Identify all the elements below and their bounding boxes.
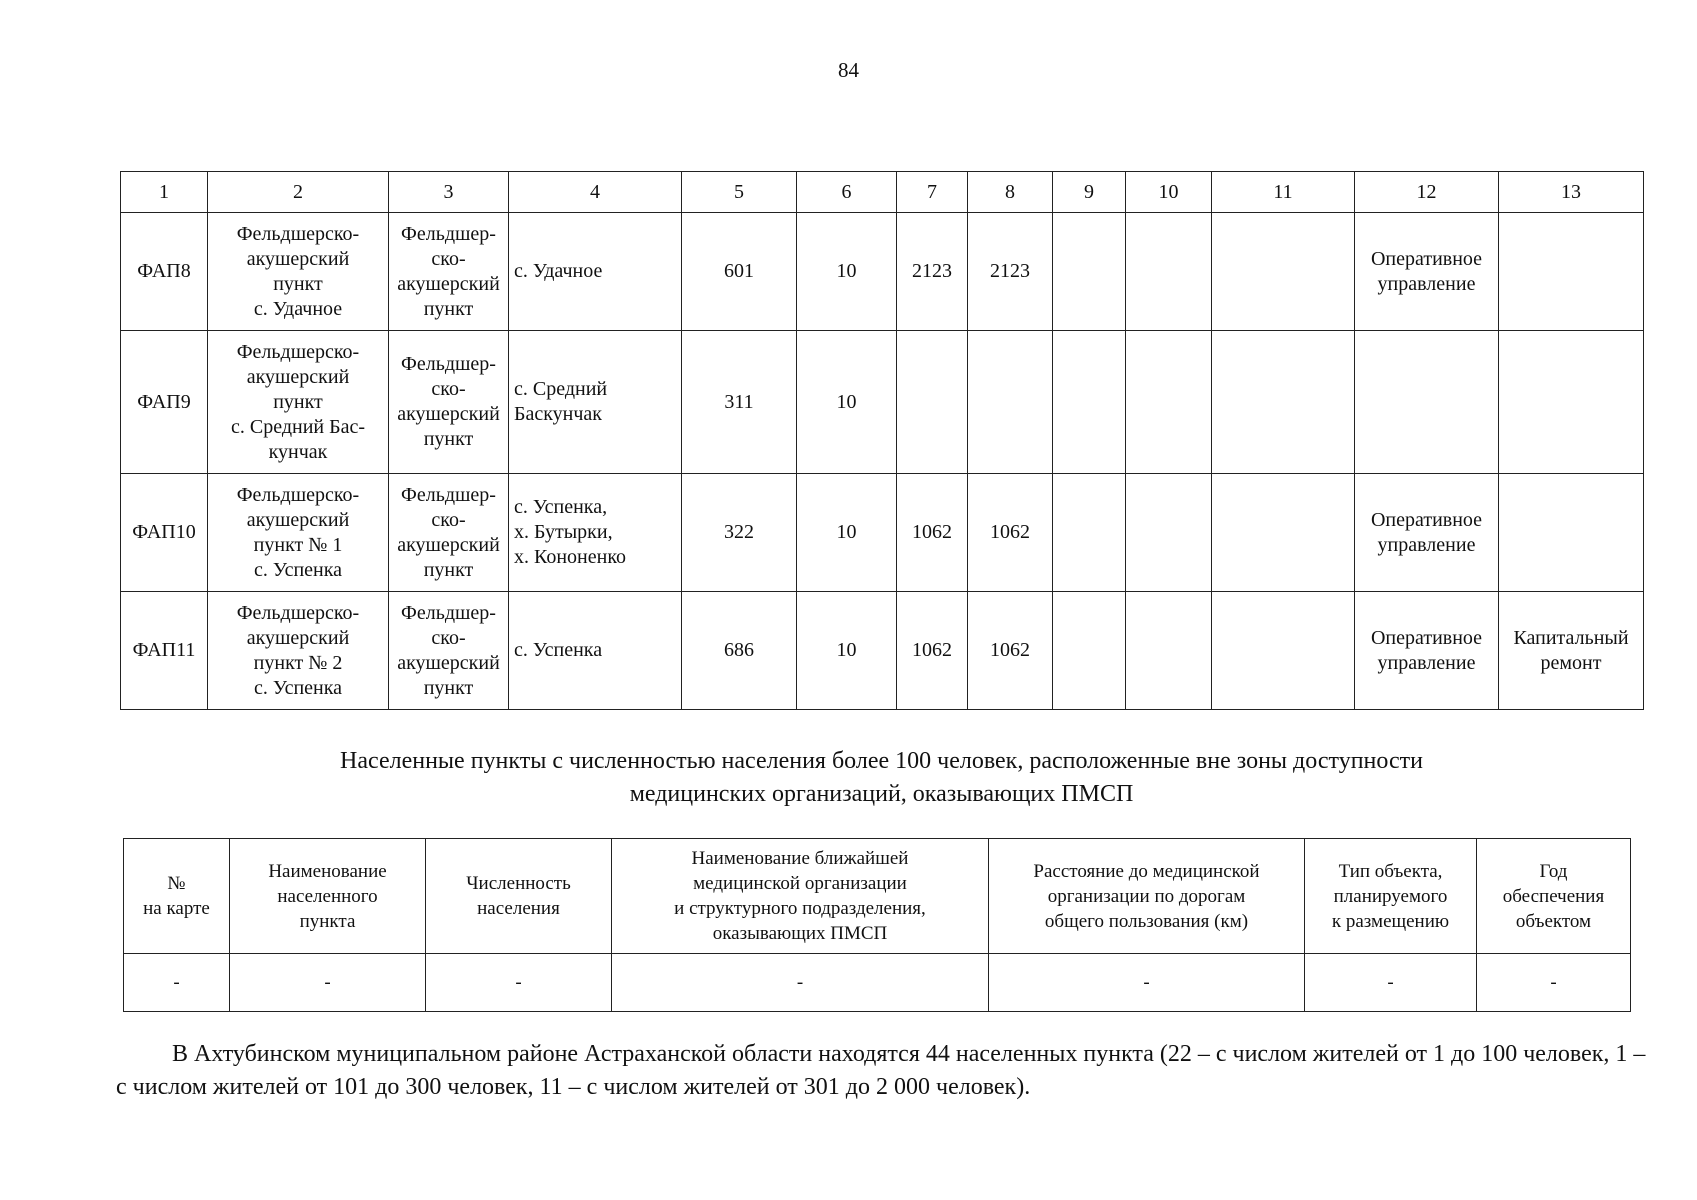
column-number: 12	[1355, 172, 1499, 213]
page-number: 84	[838, 58, 859, 82]
cell-value: 2123	[968, 213, 1053, 331]
table-cell: -	[124, 954, 230, 1012]
column-number: 1	[121, 172, 208, 213]
column-number: 5	[682, 172, 797, 213]
cell-value: 311	[682, 331, 797, 474]
table-row	[121, 331, 1644, 474]
column-number: 9	[1053, 172, 1126, 213]
settlements: с. Средний Баскунчак	[509, 331, 682, 474]
settlements: с. Удачное	[509, 213, 682, 331]
cell-value: 10	[797, 474, 897, 592]
summary-text: В Ахтубинском муниципальном районе Астраханской области находятся 44 населенных пункта (22 – с числом жителей от 1 до 100 человек, 1 – с числом жителей от 101 до 300 человек, 11 – с числом жителей от 301 до 2 000 человек).	[116, 1041, 1646, 1100]
cell-value	[1212, 331, 1355, 474]
column-number: 10	[1126, 172, 1212, 213]
column-number: 13	[1499, 172, 1644, 213]
cell-value: 686	[682, 592, 797, 710]
table-row	[121, 474, 1644, 592]
facility-type: Фельдшер- ско- акушерский пункт	[389, 592, 509, 710]
facility-name: Фельдшерско- акушерский пункт с. Средний Бас- кунчак	[208, 331, 389, 474]
facility-code: ФАП11	[121, 592, 208, 710]
header-year: Год обеспечения объектом	[1477, 839, 1631, 954]
cell-value: 1062	[897, 474, 968, 592]
column-number: 4	[509, 172, 682, 213]
table-header-row	[124, 839, 1631, 954]
table-row	[121, 592, 1644, 710]
cell-value: 10	[797, 213, 897, 331]
facility-table	[120, 171, 1644, 710]
cell-value	[1126, 331, 1212, 474]
table-cell: -	[612, 954, 989, 1012]
cell-value: 601	[682, 213, 797, 331]
summary-paragraph	[116, 1038, 1646, 1104]
settlements: с. Успенка	[509, 592, 682, 710]
facility-type: Фельдшер- ско- акушерский пункт	[389, 331, 509, 474]
column-number: 7	[897, 172, 968, 213]
cell-value: 1062	[968, 592, 1053, 710]
column-number: 3	[389, 172, 509, 213]
ownership: Оперативное управление	[1355, 213, 1499, 331]
settlements-table	[123, 838, 1631, 1012]
planned-work	[1499, 213, 1644, 331]
planned-work: Капитальный ремонт	[1499, 592, 1644, 710]
table-row	[124, 954, 1631, 1012]
cell-value	[968, 331, 1053, 474]
table-cell: -	[1477, 954, 1631, 1012]
table-cell: -	[989, 954, 1305, 1012]
facility-name: Фельдшерско- акушерский пункт № 1 с. Успенка	[208, 474, 389, 592]
facility-type: Фельдшер- ско- акушерский пункт	[389, 474, 509, 592]
facility-name: Фельдшерско- акушерский пункт № 2 с. Успенка	[208, 592, 389, 710]
facility-code: ФАП10	[121, 474, 208, 592]
cell-value: 10	[797, 592, 897, 710]
column-number: 2	[208, 172, 389, 213]
ownership: Оперативное управление	[1355, 474, 1499, 592]
column-number: 8	[968, 172, 1053, 213]
header-settlement-name: Наименование населенного пункта	[230, 839, 426, 954]
header-population: Численность населения	[426, 839, 612, 954]
facility-code: ФАП9	[121, 331, 208, 474]
facility-type: Фельдшер- ско- акушерский пункт	[389, 213, 509, 331]
cell-value	[1053, 331, 1126, 474]
cell-value	[897, 331, 968, 474]
cell-value: 322	[682, 474, 797, 592]
cell-value: 10	[797, 331, 897, 474]
facility-name: Фельдшерско- акушерский пункт с. Удачное	[208, 213, 389, 331]
cell-value	[1212, 213, 1355, 331]
column-number: 6	[797, 172, 897, 213]
column-number: 11	[1212, 172, 1355, 213]
cell-value	[1212, 592, 1355, 710]
section-heading: Населенные пункты с численностью населения более 100 человек, расположенные вне зоны доступности медицинских организаций, оказывающих ПМСП	[340, 748, 1423, 807]
cell-value	[1126, 213, 1212, 331]
cell-value: 2123	[897, 213, 968, 331]
ownership	[1355, 331, 1499, 474]
cell-value	[1053, 474, 1126, 592]
header-map-number: № на карте	[124, 839, 230, 954]
table-cell: -	[1305, 954, 1477, 1012]
ownership: Оперативное управление	[1355, 592, 1499, 710]
table-cell: -	[426, 954, 612, 1012]
cell-value: 1062	[968, 474, 1053, 592]
table-cell: -	[230, 954, 426, 1012]
header-object-type: Тип объекта, планируемого к размещению	[1305, 839, 1477, 954]
planned-work	[1499, 474, 1644, 592]
cell-value	[1126, 592, 1212, 710]
table-header-row	[121, 172, 1644, 213]
table-row	[121, 213, 1644, 331]
cell-value: 1062	[897, 592, 968, 710]
cell-value	[1053, 213, 1126, 331]
cell-value	[1212, 474, 1355, 592]
settlements: с. Успенка, х. Бутырки, х. Кононенко	[509, 474, 682, 592]
cell-value	[1126, 474, 1212, 592]
facility-code: ФАП8	[121, 213, 208, 331]
cell-value	[1053, 592, 1126, 710]
planned-work	[1499, 331, 1644, 474]
header-nearest-organization: Наименование ближайшей медицинской организации и структурного подразделения, оказывающих ПМСП	[612, 839, 989, 954]
header-distance: Расстояние до медицинской организации по дорогам общего пользования (км)	[989, 839, 1305, 954]
